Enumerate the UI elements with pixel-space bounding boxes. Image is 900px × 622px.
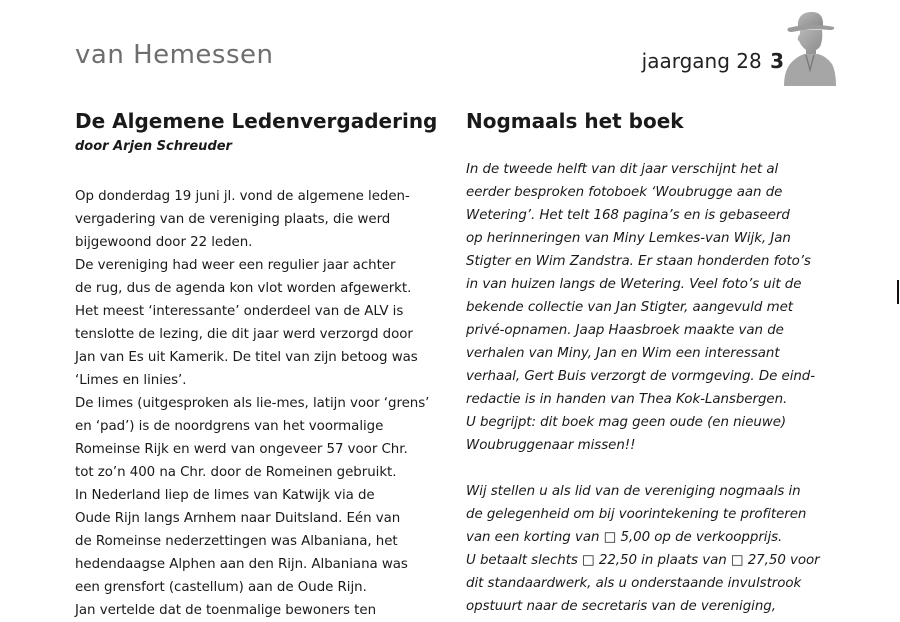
text-cursor bbox=[897, 280, 899, 304]
page-number: 3 bbox=[770, 49, 784, 73]
text-line: De vereniging had weer een regulier jaar achter bbox=[75, 258, 396, 273]
text-line: bijgewoond door 22 leden. bbox=[75, 235, 253, 250]
text-line: Romeinse Rijk en werd van ongeveer 57 voor Chr. bbox=[75, 442, 408, 457]
text-line: tenslotte de lezing, die dit jaar werd verzorgd door bbox=[75, 327, 413, 342]
text-line: In de tweede helft van dit jaar verschijnt het al bbox=[466, 162, 779, 177]
text-line: U begrijpt: dit boek mag geen oude (en nieuwe) bbox=[466, 415, 787, 430]
text-line: Woubruggenaar missen!! bbox=[466, 438, 636, 453]
article-body bbox=[75, 185, 430, 622]
text-line: redactie is in handen van Thea Kok-Lansbergen. bbox=[466, 392, 788, 407]
volume-page-indicator bbox=[642, 49, 784, 73]
text-line: Het meest ‘interessante’ onderdeel van de ALV is bbox=[75, 304, 404, 319]
masthead-title: van Hemessen bbox=[75, 40, 274, 70]
paragraph-spacer bbox=[466, 457, 816, 480]
text-line: privé-opnamen. Jaap Haasbroek maakte van de bbox=[466, 323, 784, 338]
hat-man-silhouette-icon bbox=[780, 8, 840, 88]
text-line: verhalen van Miny, Jan en Wim een interessant bbox=[466, 346, 780, 361]
text-line: de rug, dus de agenda kon vlot worden afgewerkt. bbox=[75, 281, 412, 296]
text-line: Wij stellen u als lid van de vereniging nogmaals in bbox=[466, 484, 801, 499]
text-line: Oude Rijn langs Arnhem naar Duitsland. Eén van bbox=[75, 511, 401, 526]
text-line: In Nederland liep de limes van Katwijk via de bbox=[75, 488, 375, 503]
text-line: Jan vertelde dat de toenmalige bewoners ten bbox=[75, 603, 377, 618]
text-line: van een korting van □ 5,00 op de verkoopprijs. bbox=[466, 530, 783, 545]
article-title: De Algemene Ledenvergadering bbox=[75, 109, 438, 133]
text-line: hedendaagse Alphen aan den Rijn. Albaniana was bbox=[75, 557, 408, 572]
text-line: de Romeinse nederzettingen was Albaniana, het bbox=[75, 534, 398, 549]
text-line: Jan van Es uit Kamerik. De titel van zijn betoog was bbox=[75, 350, 418, 365]
text-line: op herinneringen van Miny Lemkes-van Wijk, Jan bbox=[466, 231, 791, 246]
article-paragraph bbox=[466, 158, 816, 457]
text-line: tot zo’n 400 na Chr. door de Romeinen gebruikt. bbox=[75, 465, 397, 480]
text-line: dit standaardwerk, als u onderstaande invulstrook bbox=[466, 576, 802, 591]
text-line: Stigter en Wim Zandstra. Er staan honderden foto’s bbox=[466, 254, 811, 269]
text-line: ‘Limes en linies’. bbox=[75, 373, 187, 388]
text-line: verhaal, Gert Buis verzorgt de vormgeving. De eind- bbox=[466, 369, 816, 384]
text-line: opstuurt naar de secretaris van de vereniging, bbox=[466, 599, 776, 614]
text-line: eerder besproken fotoboek ‘Woubrugge aan de bbox=[466, 185, 783, 200]
article-paragraph bbox=[466, 480, 820, 618]
article-title: Nogmaals het boek bbox=[466, 109, 684, 133]
text-line: in van huizen langs de Wetering. Veel foto’s uit de bbox=[466, 277, 802, 292]
text-line: De limes (uitgesproken als lie-mes, latijn voor ‘grens’ bbox=[75, 396, 430, 411]
text-line: U betaalt slechts □ 22,50 in plaats van □ 27,50 voor bbox=[466, 553, 820, 568]
article-left bbox=[75, 108, 438, 622]
article-right bbox=[466, 108, 820, 618]
text-line: een grensfort (castellum) aan de Oude Rijn. bbox=[75, 580, 367, 595]
text-line: en ‘pad’) is de noordgrens van het voormalige bbox=[75, 419, 384, 434]
text-line: Op donderdag 19 juni jl. vond de algemene leden- bbox=[75, 189, 410, 204]
text-line: vergadering van de vereniging plaats, die werd bbox=[75, 212, 391, 227]
text-line: de gelegenheid om bij voorintekening te profiteren bbox=[466, 507, 807, 522]
text-line: Wetering’. Het telt 168 pagina’s en is gebaseerd bbox=[466, 208, 790, 223]
volume-label: jaargang 28 bbox=[641, 49, 762, 73]
text-line: bekende collectie van Jan Stigter, aangevuld met bbox=[466, 300, 793, 315]
article-byline: door Arjen Schreuder bbox=[75, 139, 232, 154]
